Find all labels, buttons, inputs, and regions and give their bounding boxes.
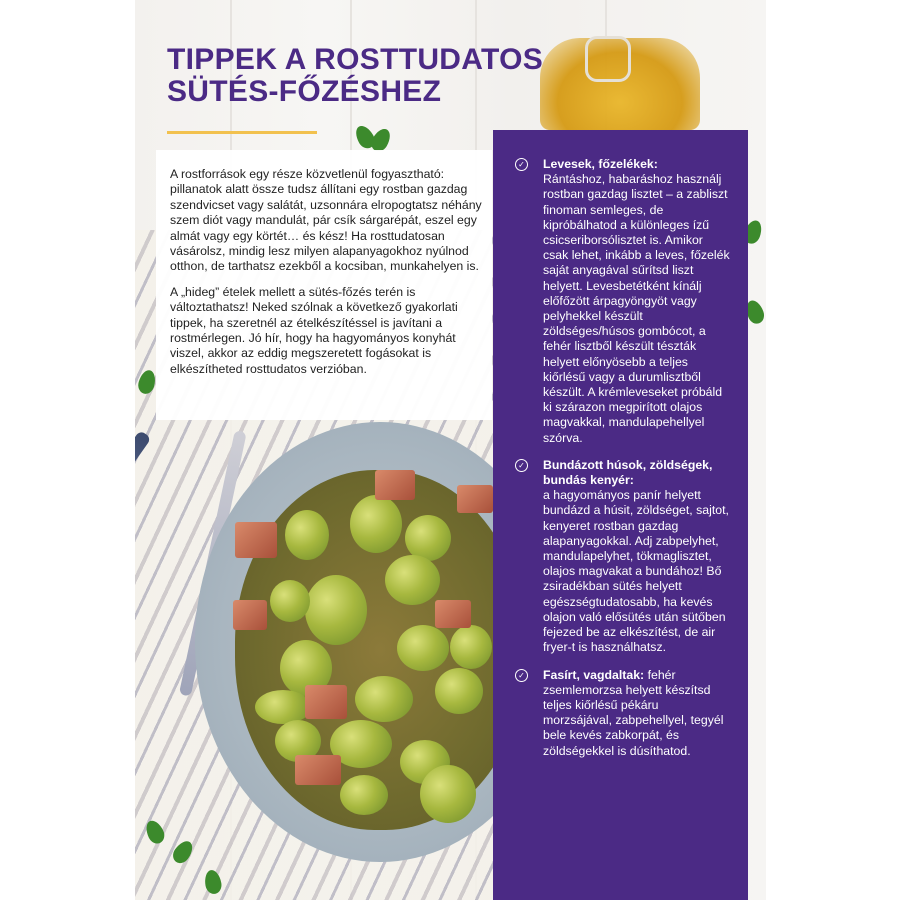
sprout-image: [355, 676, 413, 722]
bacon-image: [435, 600, 471, 628]
intro-paragraph: A rostforrások egy része közvetlenül fogyasztható: pillanatok alatt össze tudsz állítani egy rostban gazdag szendvicset vagy salátát, uzsonnára elropogtatsz néhány szem diót vagy mandulát, pár csík sárgarépát, eszel egy almát vagy egy körtét… és kész! Ha rosttudatosan vásárolsz, mindig lesz milyen alapanyagokhoz nyúlnod otthon, de tarthatsz ezekből a kocsiban, munkahelyen is.: [170, 167, 482, 274]
sprout-image: [385, 555, 440, 605]
tip-heading: Bundázott húsok, zöldségek, bundás kenyér:: [543, 457, 713, 488]
bacon-image: [375, 470, 415, 500]
tip-item: [515, 458, 730, 656]
intro-box: [156, 150, 492, 420]
bacon-image: [305, 685, 347, 719]
bacon-image: [233, 600, 267, 630]
tip-text: fehér zsemlemorzsa helyett készítsd teljes kiőrlésű pékáru morzsájával, zabpehellyel, tegyél bele kevés zabkorpát, és zöldségekkel is dúsíthatod.: [543, 667, 724, 758]
sprout-image: [270, 580, 310, 622]
bacon-image: [235, 522, 277, 558]
tips-list: [515, 157, 730, 771]
sprout-image: [305, 575, 367, 645]
sprout-image: [450, 625, 492, 669]
tip-text: a hagyományos panír helyett bundázd a húsit, zöldséget, sajtot, kenyeret rostban gazdag alapanyagokkal. Adj zabpelyhet, mandulapelyhet, tökmaglisztet, olajos magvakat a bundához! Bő zsiradékban sütés helyett egészségtudatosabb, ha kevés olajon való elősütés után sütőben fejezed be az elkészítést, de air fryer-t is használhatsz.: [543, 488, 729, 655]
intro-text: [170, 167, 486, 387]
check-icon: ✓: [515, 669, 528, 682]
tip-item: [515, 157, 730, 446]
title-underline: [167, 131, 317, 134]
check-icon: ✓: [515, 158, 528, 171]
page-title-line: TIPPEK A ROSTTUDATOS: [167, 43, 544, 76]
bacon-image: [457, 485, 493, 513]
tip-item: [515, 668, 730, 759]
bacon-image: [295, 755, 341, 785]
sprout-image: [397, 625, 449, 671]
page-title-line: SÜTÉS-FŐZÉSHEZ: [167, 75, 442, 108]
sprout-image: [285, 510, 329, 560]
intro-paragraph: A „hideg” ételek mellett a sütés-főzés terén is változtathatsz! Neked szólnak a következő gyakorlati tippek, ha szeretnél az ételkészítéssel is javítani a rostmérlegen. Jó hír, hogy ha hagyományos konyhát viszel, akkor az eddig megszeretett fogásokat is elkészítheted rosttudatos verzióban.: [170, 284, 458, 376]
check-icon: ✓: [515, 459, 528, 472]
tip-text: Rántáshoz, habaráshoz használj rostban gazdag lisztet – a zabliszt finoman semleges, de kipróbálhatod a különleges ízű csicseriborsólisztet is. Amikor csak lehet, inkább a leves, főzelék saját anyagával sűrítsd liszt helyett. Levesbetétként kínálj előfőzött árpagyöngyöt vagy pelyhekkel készült zöldséges/húsos gombócot, a fehér lisztből készült tészták helyett előnyösebb a teljes kiőrlésű vagy a durumlisztből készült. A krémleveseket próbáld ki szárazon megpirított olajos magvakkal, mandulapehellyel szórva.: [543, 172, 730, 445]
sprout-image: [255, 690, 311, 724]
page: [135, 0, 766, 900]
sprout-image: [350, 495, 402, 553]
jar-neck-image: [585, 36, 631, 82]
sprout-image: [340, 775, 388, 815]
tip-heading: Levesek, főzelékek:: [543, 157, 658, 171]
sprout-image: [420, 765, 476, 823]
page-title: [167, 44, 587, 108]
tip-heading: Fasírt, vagdaltak:: [543, 667, 645, 682]
sprout-image: [435, 668, 483, 714]
